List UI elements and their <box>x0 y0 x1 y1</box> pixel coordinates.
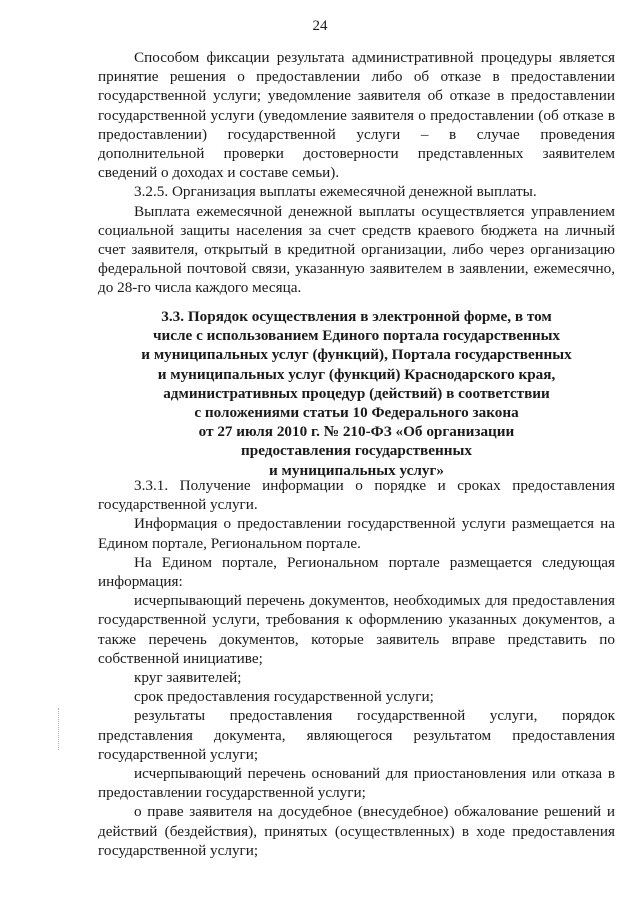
heading-line: с положениями статьи 10 Федерального закона <box>194 404 519 422</box>
heading-line: от 27 июля 2010 г. № 210-ФЗ «Об организации <box>198 423 515 441</box>
list-item-refusal-grounds: исчерпывающий перечень оснований для приостановления или отказа в предоставлении государственной услуги; <box>98 765 615 802</box>
heading-line: и муниципальных услуг (функций), Портала государственных <box>141 346 572 364</box>
section-heading <box>98 307 615 480</box>
paragraph-info-placement: Информация о предоставлении государственной услуги размещается на Едином портале, Региональном портале. <box>98 515 615 552</box>
body-section <box>98 476 615 860</box>
heading-line: административных процедур (действий) в соответствии <box>163 384 550 402</box>
page-number: 24 <box>312 18 328 34</box>
list-item-appeal-right: о праве заявителя на досудебное (внесудебное) обжалование решений и действий (бездействия), принятых (осуществленных) в ходе предоставления государственной услуги; <box>98 803 615 859</box>
list-item-term: срок предоставления государственной услуги; <box>134 688 434 706</box>
list-item-results: результаты предоставления государственной услуги, порядок представления документа, являющегося результатом предоставления государственной услуги; <box>98 707 615 763</box>
heading-line: 3.3. Порядок осуществления в электронной форме, в том <box>161 308 552 325</box>
intro-section <box>98 48 615 298</box>
list-item-applicants: круг заявителей; <box>134 669 242 687</box>
heading-line: и муниципальных услуг» <box>269 461 444 479</box>
paragraph-payment: Выплата ежемесячной денежной выплаты осуществляется управлением социальной защиты населения за счет средств краевого бюджета на личный счет заявителя, открытый в кредитной организации, либо через организацию федеральной почтовой связи, указанную заявителем в заявлении, ежемесячно, до 28-го числа каждого месяца. <box>98 202 615 297</box>
margin-scan-mark <box>58 708 60 750</box>
paragraph-fixation-method: Способом фиксации результата административной процедуры является принятие решения о предоставлении либо об отказе в предоставлении государственной услуги; уведомление заявителя об отказе в предоставлении государственной услуги (уведомление заявителя о предоставлении (об отказе в предоставлении) государственной услуги – в случае проведения дополнительной проверки достоверности представленных заявителем сведений о доходах и составе семьи). <box>98 49 615 182</box>
heading-line: и муниципальных услуг (функций) Краснодарского края, <box>157 365 556 383</box>
paragraph-3-3-1: 3.3.1. Получение информации о порядке и сроках предоставления государственной услуги. <box>98 477 615 514</box>
heading-line: числе с использованием Единого портала государственных <box>152 327 561 345</box>
list-item-documents: исчерпывающий перечень документов, необходимых для предоставления государственной услуги, требования к оформлению указанных документов, а также перечень документов, которые заявитель вправе представить по собственной инициативе; <box>98 592 615 667</box>
paragraph-3-2-5: 3.2.5. Организация выплаты ежемесячной денежной выплаты. <box>134 183 537 201</box>
paragraph-portal-info: На Едином портале, Региональном портале размещается следующая информация: <box>98 553 615 591</box>
heading-line: предоставления государственных <box>241 442 472 460</box>
